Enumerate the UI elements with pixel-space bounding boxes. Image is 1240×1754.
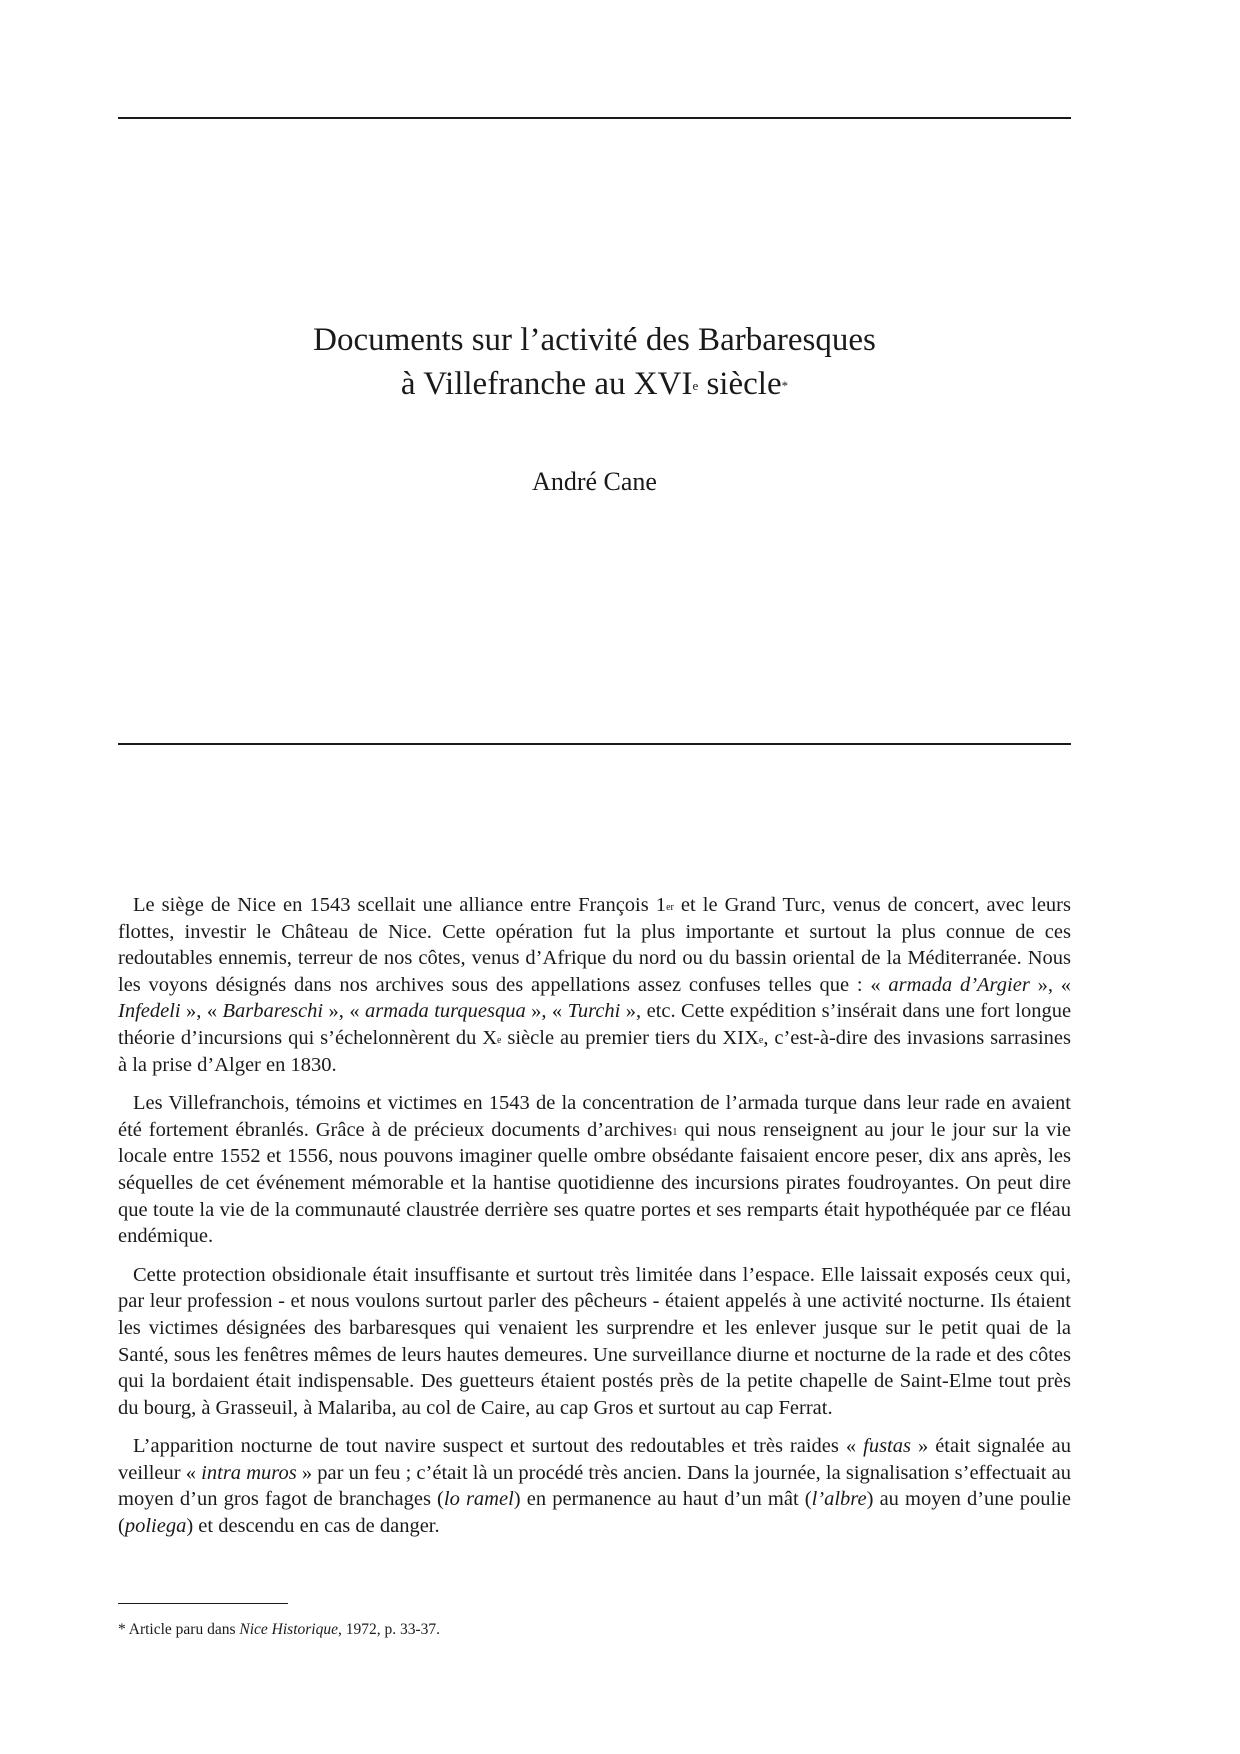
top-rule (118, 117, 1071, 119)
title-footnote-mark[interactable]: * (781, 378, 789, 393)
title-line-2-text: à Villefranche au XVI (400, 366, 693, 402)
italic-term: Infedeli (118, 1000, 181, 1023)
paragraph-1 (118, 892, 1071, 1078)
footnote-ref[interactable]: 1 (672, 1126, 678, 1138)
article-title (118, 318, 1071, 406)
text: ) au moyen d’une poulie ( (118, 1488, 1071, 1538)
text: Le siège de Nice en 1543 scellait une alliance entre François 1 (133, 894, 667, 916)
century-sup: e (758, 1034, 764, 1046)
header-bottom-rule (118, 743, 1071, 745)
title-line-2-tail: siècle (698, 366, 782, 402)
footnote (118, 1620, 1071, 1640)
text: ) en permanence au haut d’un mât ( (513, 1488, 812, 1511)
author-name: André Cane (532, 467, 657, 496)
text: siècle au premier tiers du XIX (501, 1026, 759, 1049)
text: ) et descendu en cas de danger. (186, 1515, 440, 1538)
footnote-separator (118, 1603, 288, 1604)
text: , c’est-à-dire des invasions sarrasines à la prise d’Alger en 1830. (118, 1026, 1071, 1076)
footnote-text: , 1972, p. 33-37. (337, 1621, 441, 1638)
italic-term: Barbareschi (222, 1000, 324, 1023)
italic-term: armada turquesqua (365, 1000, 526, 1023)
text: » était signalée au veilleur « (118, 1435, 1071, 1484)
italic-term: poliega (124, 1515, 187, 1538)
title-century-sup: e (692, 378, 699, 393)
text: et le Grand Turc, venus de concert, avec leurs flottes, investir le Château de Nice. Cette opération fut la plus importante et surtout la plus connue de ces redoutables ennemis, terreur de nos côtes, venus d’Afrique du nord ou du bassin oriental de la Méditerranée. Nous les voyons désignés dans nos archives sous des appellations assez confuses telles que : « (118, 894, 1071, 996)
footnote-text: * Article paru dans (118, 1621, 240, 1638)
title-line-1: Documents sur l’activité des Barbaresques (313, 322, 876, 358)
title-line-2 (118, 362, 1071, 406)
article-body (118, 892, 1071, 1552)
text: qui nous renseignent au jour le jour sur la vie locale entre 1552 et 1556, nous pouvons imaginer quelle ombre obsédante faisaient encore peser, dix ans après, les séquelles de cet événement mémorable et la hantise quotidienne des incursions pirates foudroyantes. On peut dire que toute la vie de la communauté claustrée derrière ses quatre portes et ses remparts était hypothéquée par ce fléau endémique. (118, 1118, 1072, 1248)
footnote-journal: Nice Historique (239, 1621, 338, 1638)
ordinal-sup: er (666, 902, 674, 913)
text: » par un feu ; c’était là un procédé très ancien. Dans la journée, la signalisation s’effectuait au moyen d’un gros fagot de branchages ( (118, 1461, 1071, 1511)
text: », « (323, 1000, 365, 1023)
text: », « (180, 1000, 223, 1023)
paragraph-4 (118, 1433, 1071, 1539)
text: L’apparition nocturne de tout navire suspect et surtout des redoutables et très raides « (133, 1435, 864, 1458)
text: », « (525, 1000, 568, 1023)
century-sup: e (497, 1034, 502, 1046)
italic-term: intra muros (201, 1461, 297, 1484)
italic-term: l’albre (811, 1488, 867, 1511)
paragraph-3: Cette protection obsidionale était insuffisante et surtout très limitée dans l’espace. Elle laissait exposés ceux qui, par leur profession - et nous voulons surtout parler des pêcheurs - étaient appelés à une activité nocturne. Ils étaient les victimes désignées des barbaresques qui venaient les surprendre et les enlever jusque sur le petit quai de la Santé, sous les fenêtres mêmes de leurs hautes demeures. Une surveillance diurne et nocturne de la rade et des côtes qui la bordaient était indispensable. Des guetteurs étaient postés près de la petite chapelle de Saint-Elme tout près du bourg, à Grasseuil, à Malariba, au col de Caire, au cap Gros et surtout au cap Ferrat. (118, 1263, 1071, 1419)
italic-term: lo ramel (443, 1488, 514, 1511)
italic-term: fustas (863, 1435, 911, 1458)
text: Les Villefranchois, témoins et victimes en 1543 de la concentration de l’armada turque dans leur rade en avaient été fortement ébranlés. Grâce à de précieux documents d’archives (118, 1092, 1071, 1141)
text: », « (1029, 973, 1072, 996)
italic-term: armada d’Argier (888, 973, 1030, 996)
text: », etc. Cette expédition s’insérait dans une fort longue théorie d’incursions qui s’échelonnèrent du X (118, 1000, 1072, 1049)
italic-term: Turchi (567, 1000, 621, 1023)
paragraph-2 (118, 1090, 1071, 1250)
